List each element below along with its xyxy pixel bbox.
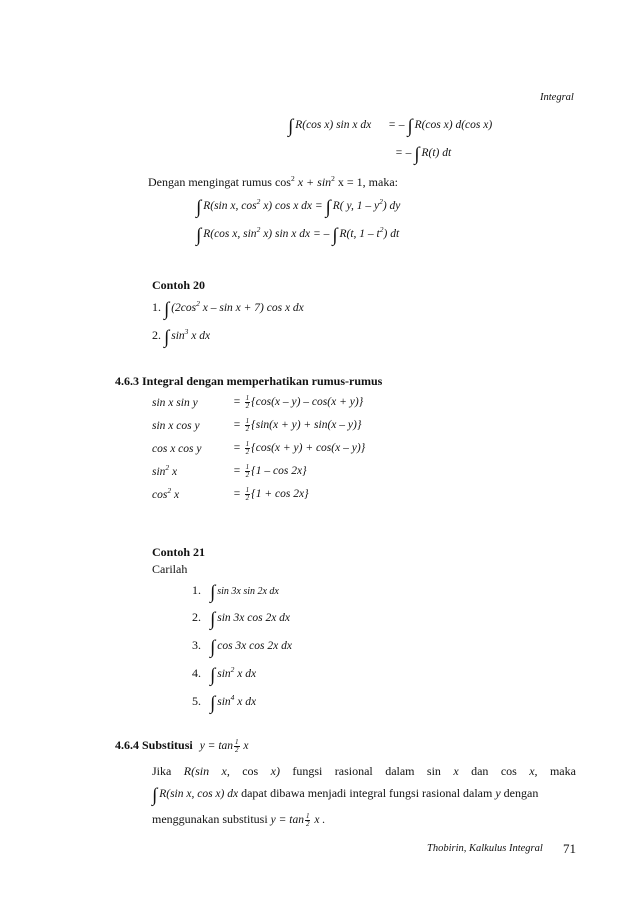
contoh21-item-1: 1. ∫ sin 3x sin 2x dx [192, 582, 279, 603]
identity-rhs: = $\frac{1}{2}$ {sin(x + y) + sin(x – y)} [233, 417, 362, 433]
identity-rhs: = $\frac{1}{2}$ {cos(x + y) + cos(x – y)} [233, 440, 366, 456]
identity-rhs: = $\frac{1}{2}$ {1 + cos 2x} [233, 486, 309, 502]
top-equation-line1: ∫ R(cos x) sin x dx = – ∫ R(cos x) d(cos x) [288, 116, 493, 137]
footer-author: Thobirin, Kalkulus Integral [427, 843, 543, 854]
identity-row: $\sin^2 x$ [152, 463, 178, 478]
section-464-paragraph-line3: menggunakan substitusi y = tan $\frac{1}{2}$ x . [152, 811, 326, 828]
section-463-heading: 4.6.3 Integral dengan memperhatikan rumus-rumus [115, 374, 383, 388]
section-464-paragraph-line1: Jika R(sin x, cos x) fungsi rasional dalam sin x dan cos x, maka [152, 764, 576, 778]
contoh21-item-2: 2. ∫ sin 3x cos 2x dx [192, 609, 291, 630]
contoh20-item-2: 2. ∫ $\sin^3 x$ dx [152, 327, 211, 348]
identity-rhs: = $\frac{1}{2}$ {cos(x – y) – cos(x + y)} [233, 394, 364, 410]
intro-text: Dengan mengingat rumus $\cos^2 x + \sin^2 x = 1$, maka: [148, 174, 398, 189]
integral-sign: ∫ [288, 116, 294, 137]
identity-row: sin x sin y [152, 397, 198, 409]
intro-equation-2: ∫ R(cos x, $\sin^2 x$) sin x dx = – ∫ R(t, $1 - t^2$) dt [196, 225, 400, 246]
contoh20-title: Contoh 20 [152, 278, 206, 292]
identity-row: sin x cos y [152, 420, 200, 432]
running-header: Integral [540, 92, 574, 103]
section-464-paragraph-line2: ∫ R(sin x, cos x) dx dapat dibawa menjadi integral fungsi rasional dalam y dengan [152, 785, 539, 806]
intro-equation-1: ∫ R(sin x, $\cos^2 x$) cos x dx = ∫ R( y, $1 - y^2$) dy [196, 197, 401, 218]
contoh21-subtitle: Carilah [152, 562, 188, 576]
section-464-heading: 4.6.4 Substitusi y = tan $\frac{1}{2}$ x [115, 737, 249, 754]
contoh21-item-5: 5. ∫ $\sin^4 x$ dx [192, 693, 257, 714]
contoh20-item-1: 1. ∫ ($2\cos^2$ x – sin x + 7) cos x dx [152, 299, 304, 320]
identity-row: cos x cos y [152, 443, 202, 455]
page-number: 71 [563, 841, 576, 856]
top-equation-line2: = – ∫ R(t) dt [395, 144, 452, 165]
identity-rhs: = $\frac{1}{2}$ {1 – cos 2x} [233, 463, 307, 479]
contoh21-item-3: 3. ∫ cos 3x cos 2x dx [192, 637, 292, 658]
contoh21-title: Contoh 21 [152, 545, 206, 559]
contoh21-item-4: 4. ∫ $\sin^2 x$ dx [192, 665, 257, 686]
identity-row: $\cos^2 x$ [152, 486, 180, 501]
